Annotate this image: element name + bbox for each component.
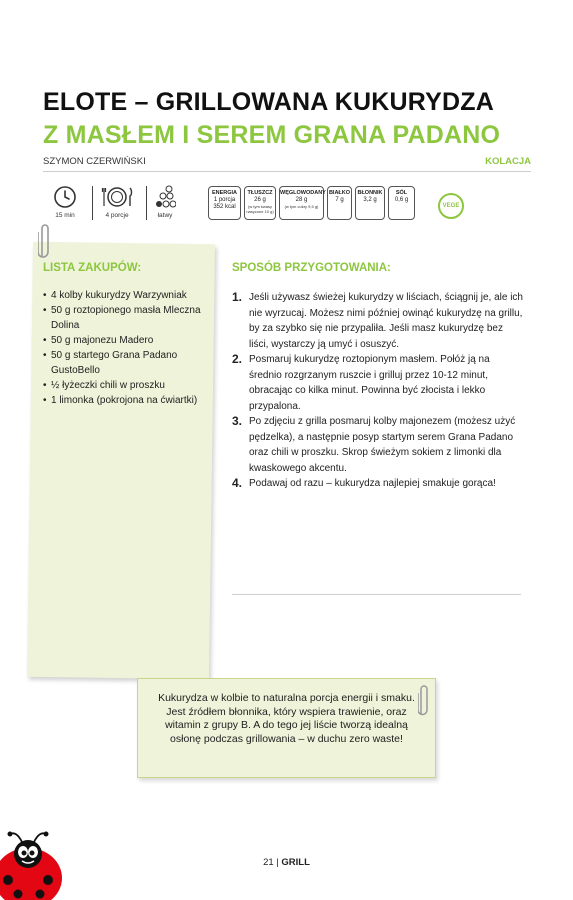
nutrition-fat — [244, 186, 276, 220]
top-divider — [43, 171, 531, 172]
paperclip-icon — [38, 222, 52, 260]
nutrition-value: 26 g — [254, 197, 266, 203]
clock-icon — [52, 184, 78, 210]
step-item — [232, 290, 524, 352]
section-name: GRILL — [281, 857, 310, 868]
page-footer — [0, 857, 573, 868]
shopping-list-heading: LISTA ZAKUPÓW: — [43, 262, 142, 274]
nutrition-value: 7 g — [335, 197, 344, 203]
nutrition-header: SÓL — [395, 190, 408, 196]
step-number: 3. — [232, 414, 243, 428]
nutrition-value: 0,6 g — [394, 197, 409, 203]
author: SZYMON CZERWIŃSKI — [43, 156, 146, 167]
nutrition-salt — [388, 186, 415, 220]
nutrition-header: BŁONNIK — [357, 190, 383, 196]
nutrition-sub: (w tym cukry 9,5 g) — [284, 204, 319, 209]
shopping-list — [43, 288, 203, 408]
list-item: • 50 g startego Grana Padano GustoBello — [43, 348, 203, 378]
step-text: Podawaj od razu – kukurydza najlepiej smakuje gorąca! — [249, 478, 496, 489]
list-item: • 1 limonka (pokrojona na ćwiartki) — [43, 393, 203, 408]
meta-portions-label: 4 porcje — [105, 212, 129, 219]
list-item: • 50 g majonezu Madero — [43, 333, 203, 348]
step-item — [232, 476, 524, 492]
section-divider — [232, 594, 521, 595]
meta-time — [52, 184, 78, 224]
category-label: KOLACJA — [485, 156, 531, 167]
nutrition-value: 1 porcja — [213, 197, 236, 203]
preparation-heading: SPOSÓB PRZYGOTOWANIA: — [232, 262, 391, 274]
nutrition-fiber — [355, 186, 385, 220]
step-number: 2. — [232, 352, 243, 366]
nutrition-header: WĘGLOWODANY — [280, 190, 326, 196]
nutrition-header: TŁUSZCZ — [247, 190, 273, 196]
nutrition-header: ENERGIA — [211, 190, 238, 196]
meta-separator — [146, 186, 147, 220]
vege-badge: VEGE — [438, 193, 464, 219]
nutrition-protein — [327, 186, 352, 220]
nutrition-carbs — [279, 186, 324, 220]
nutrition-value: 3,2 g — [363, 197, 377, 203]
nutrition-header: BIAŁKO — [328, 190, 351, 196]
step-number: 4. — [232, 476, 243, 490]
step-number: 1. — [232, 290, 243, 304]
preparation-steps — [232, 290, 524, 492]
recipe-title-line1: ELOTE – GRILLOWANA KUKURYDZA — [43, 88, 494, 116]
step-item — [232, 414, 524, 476]
info-note: Kukurydza w kolbie to naturalna porcja energii i smaku. Jest źródłem błonnika, który wspiera trawienie, oraz witamin z grupy B. A do tego jej liście tworzą idealną osłonę podczas grillowania – w duchu zero waste! — [137, 678, 436, 778]
meta-time-label: 15 min — [55, 212, 75, 219]
meta-separator — [92, 186, 93, 220]
meta-difficulty-label: łatwy — [157, 212, 173, 219]
meta-portions — [100, 184, 134, 224]
nutrition-energy — [208, 186, 241, 220]
step-item — [232, 352, 524, 414]
nutrition-value: 28 g — [295, 197, 308, 203]
step-text: Po zdjęciu z grilla posmaruj kolby majonezem (możesz użyć pędzelka), a następnie posyp startym serem Grana Padano oraz chili w proszku. Skrop świeżym sokiem z limonki dla kwaskowego akcentu. — [249, 416, 516, 474]
step-text: Jeśli używasz świeżej kukurydzy w liściach, ściągnij je, ale ich nie wyrzucaj. Możesz nimi później owinąć kukurydzę na grillu, by za szybko się nie przypaliła. Jeśli masz kukurydzę bez liści, wystarczy ją umyć i osuszyć. — [249, 292, 523, 350]
recipe-title-line2: Z MASŁEM I SEREM GRANA PADANO — [43, 121, 501, 149]
footer-separator: | — [276, 857, 279, 868]
meta-difficulty — [154, 184, 176, 224]
difficulty-dots-icon — [154, 184, 176, 210]
plate-cutlery-icon — [100, 184, 134, 210]
nutrition-sub: (w tym kwasy nasycone 10 g) — [246, 204, 274, 214]
list-item: • ½ łyżeczki chili w proszku — [43, 378, 203, 393]
paperclip-icon — [418, 684, 430, 718]
nutrition-sub: 352 kcal — [213, 204, 236, 210]
list-item: • 50 g roztopionego masła Mleczna Dolina — [43, 303, 203, 333]
page-number: 21 — [263, 857, 274, 868]
step-text: Posmaruj kukurydzę roztopionym masłem. Połóż ją na średnio rozgrzanym ruszcie i grilluj przez 10-12 minut, obracając co kilka minut. Powinna być złocista i lekko przypalona. — [249, 354, 490, 412]
list-item: • 4 kolby kukurydzy Warzywniak — [43, 288, 203, 303]
